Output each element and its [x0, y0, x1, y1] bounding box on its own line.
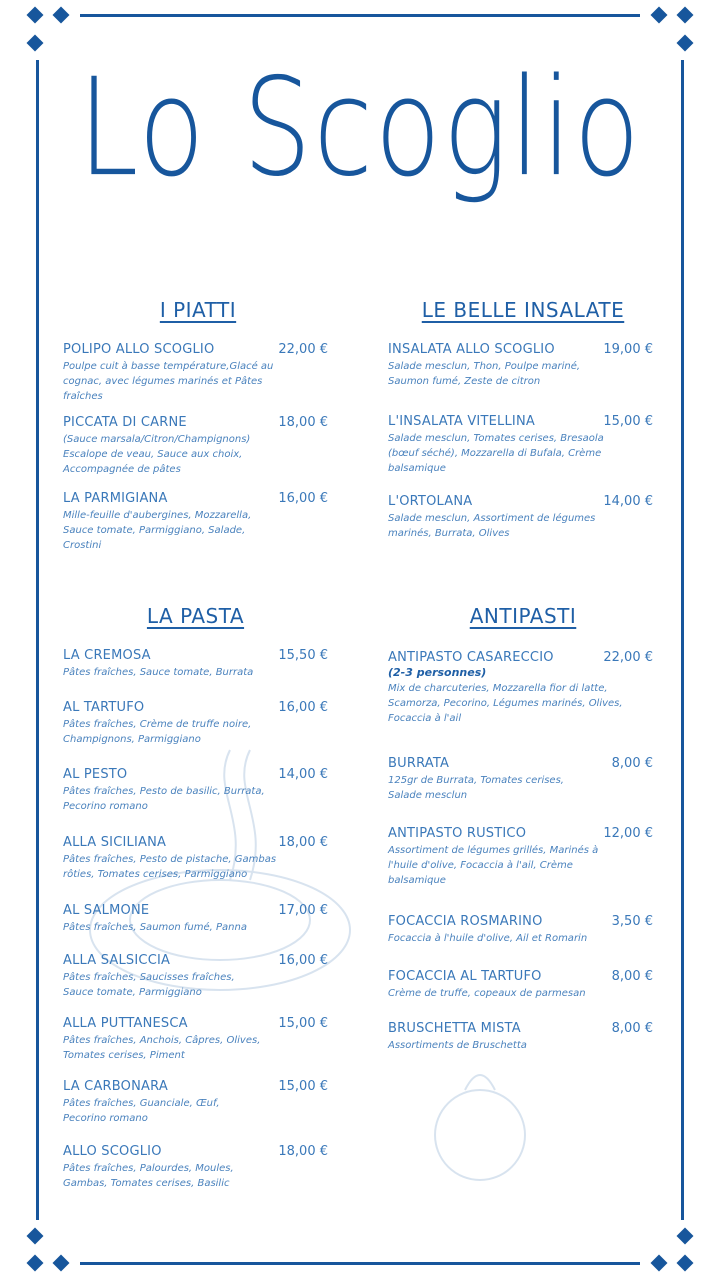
- menu-item: [63, 491, 328, 553]
- item-name: ALLA SALSICCIA: [63, 953, 171, 968]
- item-description: Mix de charcuteries, Mozzarella fior di latte, Scamorza, Pecorino, Légumes marinés, Olives, Focaccia à l'ail: [388, 683, 623, 724]
- item-name: ALLA PUTTANESCA: [63, 1016, 188, 1031]
- menu-item: [388, 969, 653, 1001]
- menu-item: [388, 826, 653, 888]
- item-description: Pâtes fraîches, Crème de truffe noire, Champignons, Parmiggiano: [63, 719, 252, 745]
- menu-item: [63, 767, 328, 814]
- item-description: Salade mesclun, Assortiment de légumes marinés, Burrata, Olives: [388, 513, 596, 539]
- item-description: Pâtes fraîches, Sauce tomate, Burrata: [63, 667, 254, 678]
- item-price: 16,00 €: [278, 491, 328, 506]
- item-name: ALLA SICILIANA: [63, 835, 167, 850]
- item-description: Salade mesclun, Tomates cerises, Bresaola (bœuf séché), Mozzarella di Bufala, Crème balsamique: [388, 433, 604, 474]
- item-description: Pâtes fraîches, Anchois, Câpres, Olives, Tomates cerises, Piment: [63, 1035, 261, 1061]
- menu-item: [388, 414, 653, 476]
- item-price: 15,00 €: [603, 414, 653, 429]
- item-price: 18,00 €: [278, 835, 328, 850]
- item-name: AL PESTO: [63, 767, 128, 782]
- menu-item: [63, 1016, 328, 1063]
- section-title: LA PASTA: [146, 604, 245, 628]
- item-price: 8,00 €: [611, 756, 653, 771]
- corner-diamond-icon: [651, 1255, 668, 1272]
- item-price: 15,50 €: [278, 648, 328, 663]
- item-price: 15,00 €: [278, 1079, 328, 1094]
- menu-item: [63, 648, 328, 680]
- item-description: Pâtes fraîches, Saucisses fraîches, Sauce tomate, Parmiggiano: [63, 972, 235, 998]
- menu-item: [63, 1144, 328, 1191]
- item-price: 18,00 €: [278, 1144, 328, 1159]
- item-name: AL TARTUFO: [63, 700, 145, 715]
- item-name: PICCATA DI CARNE: [63, 415, 187, 430]
- corner-diamond-icon: [651, 7, 668, 24]
- item-price: 17,00 €: [278, 903, 328, 918]
- menu-item: [388, 914, 653, 946]
- item-name: L'INSALATA VITELLINA: [388, 414, 535, 429]
- item-description: Pâtes fraîches, Saumon fumé, Panna: [63, 922, 247, 933]
- item-price: 8,00 €: [611, 1021, 653, 1036]
- item-price: 16,00 €: [278, 953, 328, 968]
- item-name: BURRATA: [388, 756, 450, 771]
- item-name: BRUSCHETTA MISTA: [388, 1021, 521, 1036]
- section-title: I PIATTI: [159, 298, 237, 322]
- menu-item: [388, 494, 653, 541]
- item-price: 12,00 €: [603, 826, 653, 841]
- item-description: Poulpe cuit à basse température,Glacé au cognac, avec légumes marinés et Pâtes fraîches: [63, 361, 274, 402]
- item-name: ANTIPASTO RUSTICO: [388, 826, 527, 841]
- item-name: AL SALMONE: [63, 903, 150, 918]
- menu-item: [63, 700, 328, 747]
- item-name: L'ORTOLANA: [388, 494, 473, 509]
- corner-diamond-icon: [27, 1255, 44, 1272]
- item-name: FOCACCIA AL TARTUFO: [388, 969, 542, 984]
- corner-diamond-icon: [53, 1255, 70, 1272]
- menu-item: [63, 342, 328, 404]
- item-name: POLIPO ALLO SCOGLIO: [63, 342, 215, 357]
- item-price: 14,00 €: [278, 767, 328, 782]
- item-price: 16,00 €: [278, 700, 328, 715]
- frame-bottom-line: [80, 1262, 640, 1265]
- item-description: Pâtes fraîches, Pesto de basilic, Burrata, Pecorino romano: [63, 786, 265, 812]
- menu-item: [388, 650, 653, 726]
- restaurant-logo: [0, 28, 720, 238]
- item-description: Assortiments de Bruschetta: [388, 1040, 527, 1051]
- item-price: 14,00 €: [603, 494, 653, 509]
- item-description: Pâtes fraîches, Guanciale, Œuf, Pecorino romano: [63, 1098, 220, 1124]
- item-name: ANTIPASTO CASARECCIO: [388, 650, 554, 665]
- item-price: 22,00 €: [278, 342, 328, 357]
- menu-item: [63, 903, 328, 935]
- corner-diamond-icon: [677, 1228, 694, 1245]
- item-price: 8,00 €: [611, 969, 653, 984]
- section-title: ANTIPASTI: [469, 604, 577, 628]
- corner-diamond-icon: [53, 7, 70, 24]
- item-name: LA CREMOSA: [63, 648, 151, 663]
- menu-item: [63, 1079, 328, 1126]
- menu-item: [388, 342, 653, 389]
- restaurant-name: Lo Scoglio: [78, 50, 642, 207]
- corner-diamond-icon: [677, 7, 694, 24]
- item-name: INSALATA ALLO SCOGLIO: [388, 342, 555, 357]
- frame-top-line: [80, 14, 640, 17]
- corner-diamond-icon: [27, 7, 44, 24]
- menu-item: [63, 835, 328, 882]
- item-price: 3,50 €: [611, 914, 653, 929]
- item-description: Assortiment de légumes grillés, Marinés à l'huile d'olive, Focaccia à l'ail, Crème balsamique: [388, 845, 599, 886]
- item-description: Crème de truffe, copeaux de parmesan: [388, 988, 586, 999]
- burrata-sketch-icon: [420, 1060, 540, 1190]
- item-description: Focaccia à l'huile d'olive, Ail et Romarin: [388, 933, 588, 944]
- item-description: Pâtes fraîches, Palourdes, Moules, Gambas, Tomates cerises, Basilic: [63, 1163, 234, 1189]
- item-name: LA PARMIGIANA: [63, 491, 168, 506]
- item-name: LA CARBONARA: [63, 1079, 168, 1094]
- menu-item: [63, 953, 328, 1000]
- item-description: (Sauce marsala/Citron/Champignons) Escalope de veau, Sauce aux choix, Accompagnée de pâtes: [63, 434, 251, 475]
- corner-diamond-icon: [677, 1255, 694, 1272]
- menu-item: [63, 415, 328, 477]
- item-description: Salade mesclun, Thon, Poulpe mariné, Saumon fumé, Zeste de citron: [388, 361, 581, 387]
- item-name: FOCACCIA ROSMARINO: [388, 914, 543, 929]
- item-serving-note: (2-3 personnes): [388, 666, 487, 679]
- section-title: LE BELLE INSALATE: [421, 298, 625, 322]
- item-description: Mille-feuille d'aubergines, Mozzarella, Sauce tomate, Parmiggiano, Salade, Crostini: [63, 510, 252, 551]
- item-name: ALLO SCOGLIO: [63, 1144, 162, 1159]
- menu-item: [388, 756, 653, 803]
- item-description: Pâtes fraîches, Pesto de pistache, Gambas rôties, Tomates cerises, Parmiggiano: [63, 854, 277, 880]
- menu-item: [388, 1021, 653, 1053]
- corner-diamond-icon: [27, 1228, 44, 1245]
- item-price: 19,00 €: [603, 342, 653, 357]
- item-description: 125gr de Burrata, Tomates cerises, Salade mesclun: [388, 775, 564, 801]
- item-price: 15,00 €: [278, 1016, 328, 1031]
- item-price: 18,00 €: [278, 415, 328, 430]
- item-price: 22,00 €: [603, 650, 653, 665]
